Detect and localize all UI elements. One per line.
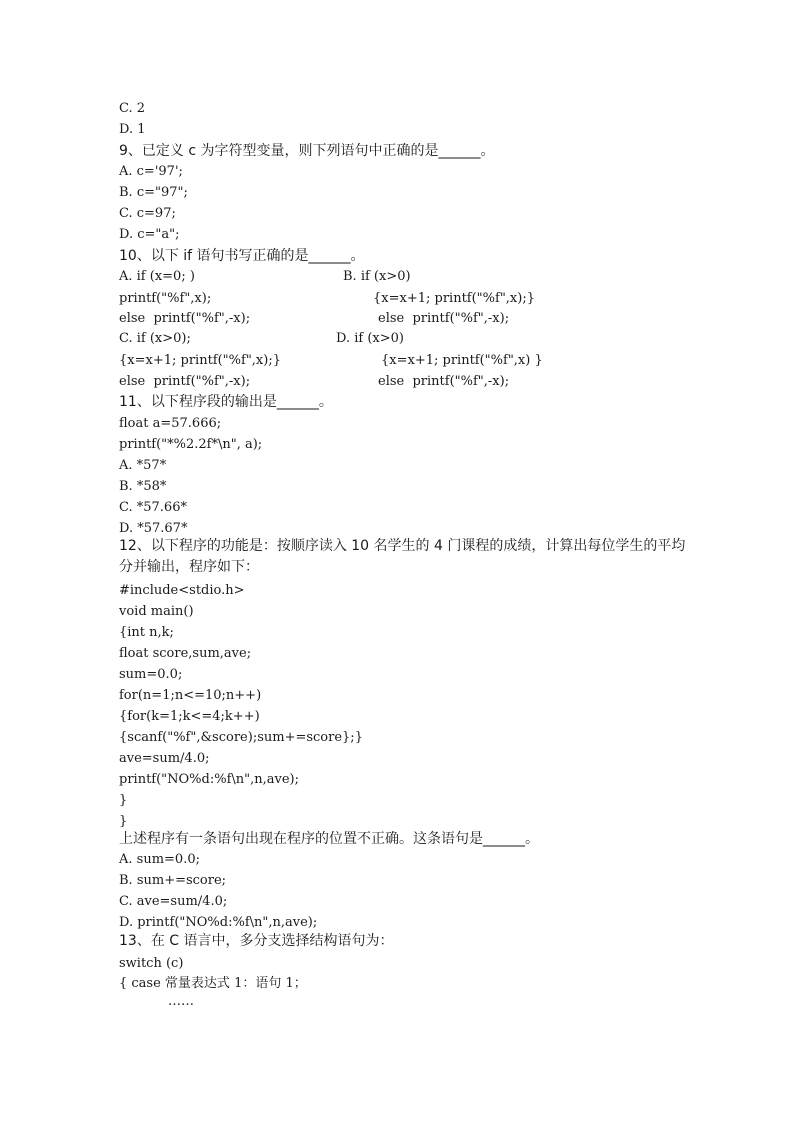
q12-code-10: printf("NO%d:%f\n",n,ave); <box>119 772 300 787</box>
q10-a-line1: printf("%f",x); <box>119 291 212 306</box>
q10-option-a: A. if (x=0; ) <box>119 269 195 284</box>
question-12-cont: 分并输出，程序如下： <box>119 559 259 575</box>
question-9: 9、已定义 c 为字符型变量，则下列语句中正确的是______。 <box>119 143 495 159</box>
q13-code-1: switch (c) <box>119 956 184 971</box>
q11-option-b: B. *58* <box>119 479 167 494</box>
q10-option-d: D. if (x>0) <box>336 331 404 346</box>
q12-code-5: sum=0.0; <box>119 667 183 682</box>
q12-code-4: float score,sum,ave; <box>119 646 252 661</box>
q12-option-b: B. sum+=score; <box>119 873 227 888</box>
q12-prompt: 上述程序有一条语句出现在程序的位置不正确。这条语句是______。 <box>119 831 539 847</box>
question-13: 13、在 C 语言中，多分支选择结构语句为： <box>119 933 394 949</box>
q12-code-11: } <box>119 793 128 808</box>
q12-code-12: } <box>119 814 128 829</box>
q10-d-line2: else printf("%f",-x); <box>378 374 510 389</box>
q12-code-6: for(n=1;n<=10;n++) <box>119 688 262 703</box>
q9-option-d: D. c="a"; <box>119 227 180 242</box>
q12-code-3: {int n,k; <box>119 625 174 640</box>
q11-option-d: D. *57.67* <box>119 521 188 536</box>
q12-option-c: C. ave=sum/4.0; <box>119 894 228 909</box>
option-d-prev: D. 1 <box>119 122 146 137</box>
q10-d-line1: {x=x+1; printf("%f",x) } <box>381 353 543 368</box>
q10-b-line1: {x=x+1; printf("%f",x);} <box>373 291 535 306</box>
q10-c-line2: else printf("%f",-x); <box>119 374 251 389</box>
q10-option-c: C. if (x>0); <box>119 331 191 346</box>
q11-code-1: float a=57.666; <box>119 416 222 431</box>
q11-option-a: A. *57* <box>119 458 167 473</box>
q10-b-line2: else printf("%f",-x); <box>378 311 510 326</box>
q13-ellipsis: …… <box>168 994 194 1009</box>
q13-code-2: { case 常量表达式 1：语句 1； <box>119 976 307 991</box>
q12-code-2: void main() <box>119 604 194 619</box>
q12-code-1: #include<stdio.h> <box>119 583 245 598</box>
q12-option-a: A. sum=0.0; <box>119 852 200 867</box>
q11-code-2: printf("*%2.2f*\n", a); <box>119 437 263 452</box>
question-10: 10、以下 if 语句书写正确的是______。 <box>119 248 365 264</box>
q12-code-9: ave=sum/4.0; <box>119 751 210 766</box>
q9-option-c: C. c=97; <box>119 206 176 221</box>
option-c-prev: C. 2 <box>119 101 146 116</box>
q9-option-b: B. c="97"; <box>119 185 188 200</box>
q12-code-7: {for(k=1;k<=4;k++) <box>119 709 260 724</box>
q9-option-a: A. c='97'; <box>119 164 183 179</box>
q10-option-b: B. if (x>0) <box>343 269 411 284</box>
q10-c-line1: {x=x+1; printf("%f",x);} <box>119 353 281 368</box>
question-11: 11、以下程序段的输出是______。 <box>119 394 333 410</box>
q11-option-c: C. *57.66* <box>119 500 187 515</box>
q12-option-d: D. printf("NO%d:%f\n",n,ave); <box>119 915 318 930</box>
q10-a-line2: else printf("%f",-x); <box>119 311 251 326</box>
question-12: 12、以下程序的功能是：按顺序读入 10 名学生的 4 门课程的成绩，计算出每位学生的平均 <box>119 538 686 554</box>
q12-code-8: {scanf("%f",&score);sum+=score};} <box>119 730 363 745</box>
